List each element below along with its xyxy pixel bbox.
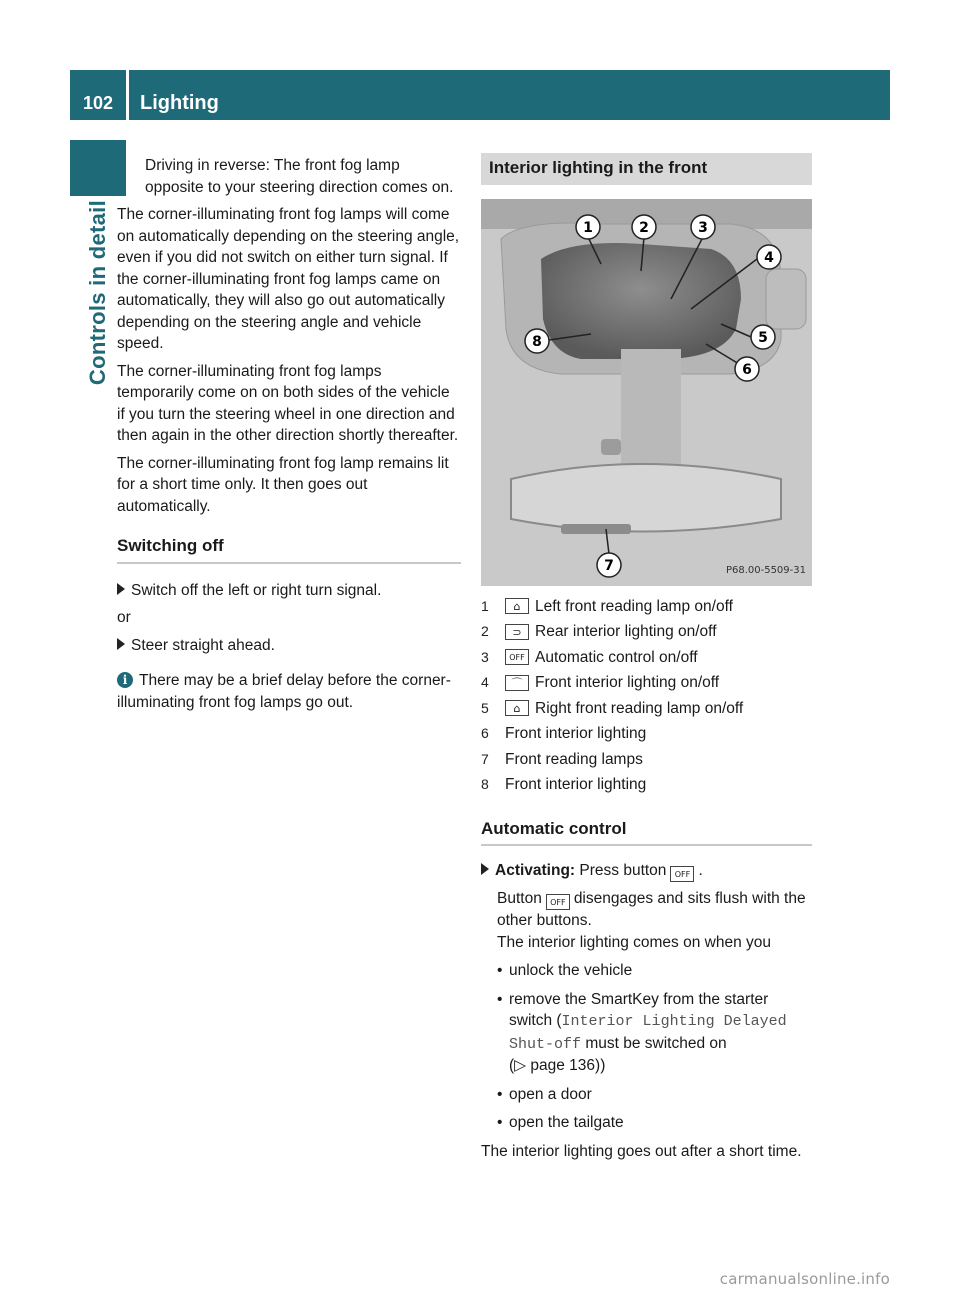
overhead-control-panel-figure — [481, 199, 812, 586]
condition-item: • open a door — [497, 1084, 812, 1106]
callout-4 — [757, 245, 781, 269]
info-text: There may be a brief delay before the corner-illuminating front fog lamps go out. — [117, 672, 451, 711]
legend-item — [481, 619, 812, 645]
legend-text: Left front reading lamp on/off — [535, 597, 733, 615]
step-2-text: Steer straight ahead. — [131, 636, 275, 654]
legend-text: Front interior lighting on/off — [535, 674, 720, 691]
step-arrow-icon — [117, 638, 125, 650]
header-divider — [126, 70, 129, 120]
setting-name: Interior Lighting Delayed Shut-off — [509, 1013, 787, 1053]
callout-6 — [735, 357, 759, 381]
svg-text:7: 7 — [604, 557, 614, 574]
button-flush-text — [497, 888, 812, 932]
legend-text: Automatic control on/off — [535, 648, 698, 666]
legend-text: Front interior lighting — [505, 776, 647, 793]
watermark: carmanualsonline.info — [719, 1270, 890, 1288]
front-lighting-icon: ⌒ — [505, 675, 529, 691]
condition-item: • open the tailgate — [497, 1112, 812, 1134]
callout-7 — [597, 553, 621, 577]
step-arrow-icon — [481, 863, 489, 875]
callout-3 — [691, 215, 715, 239]
page-number: 102 — [82, 93, 114, 113]
svg-text:2: 2 — [639, 219, 649, 236]
legend-item — [481, 772, 812, 798]
legend-text: Front interior lighting — [505, 725, 647, 742]
step-steer — [117, 635, 461, 657]
paragraph-1: The corner-illuminating front fog lamps will come on automatically depending on the steering angle, even if you did not switch on either turn signal. If the corner-illuminating front fog lamps came on automatically, they will also go out automatically depending on the steering angle and vehicle speed. — [117, 206, 460, 352]
condition-smartkey: remove the SmartKey from the starter switch ( — [509, 990, 769, 1029]
comes-on-conditions — [497, 960, 812, 1134]
condition-item — [497, 989, 812, 1077]
svg-text:5: 5 — [758, 329, 768, 346]
legend-number: 7 — [481, 750, 489, 767]
svg-text:3: 3 — [698, 219, 708, 236]
callout-2 — [632, 215, 656, 239]
callout-8 — [525, 329, 549, 353]
step-1-text: Switch off the left or right turn signal. — [131, 581, 382, 599]
left-column — [117, 155, 461, 713]
legend-text: Front reading lamps — [505, 750, 643, 768]
info-icon: i — [117, 672, 133, 688]
overhead-panel-illustration — [481, 199, 812, 586]
automatic-control-heading: Automatic control — [481, 818, 812, 847]
activating-label: Activating: — [495, 862, 576, 879]
reading-lamp-icon: ⌂ — [505, 700, 529, 716]
side-tab-marker — [70, 140, 126, 196]
activating-step: Activating: Press button OFF . — [481, 860, 812, 882]
rear-lighting-icon: ⊃ — [505, 624, 529, 640]
interior-lighting-heading: Interior lighting in the front — [481, 153, 812, 185]
figure-code: P68.00-5509-31 — [725, 565, 806, 576]
legend-number: 3 — [481, 648, 489, 665]
legend-text: Right front reading lamp on/off — [535, 699, 744, 717]
activating-details — [481, 888, 812, 1134]
legend-item — [481, 721, 812, 747]
comes-on-text: The interior lighting comes on when you — [497, 933, 771, 951]
side-tab-label: Controls in detail — [85, 200, 110, 386]
button-word: Button — [497, 890, 542, 907]
callout-5 — [751, 325, 775, 349]
automatic-control-icon: OFF — [670, 866, 694, 882]
page-reference: (▷ page 136)) — [509, 1057, 606, 1074]
right-column — [481, 155, 812, 1162]
legend-number: 6 — [481, 725, 489, 741]
info-note — [117, 670, 461, 713]
legend-text: Rear interior lighting on/off — [535, 623, 717, 640]
legend-item — [481, 747, 812, 773]
legend-number: 1 — [481, 597, 489, 614]
legend-item — [481, 594, 812, 620]
callout-1 — [576, 215, 600, 239]
svg-text:4: 4 — [764, 249, 774, 266]
legend-item — [481, 645, 812, 671]
legend-number: 8 — [481, 776, 489, 792]
legend-item — [481, 696, 812, 722]
automatic-control-icon: OFF — [546, 894, 570, 910]
condition-tail: must be switched on — [585, 1034, 727, 1052]
svg-text:8: 8 — [532, 333, 542, 350]
reading-lamp-icon: ⌂ — [505, 598, 529, 614]
svg-text:1: 1 — [583, 219, 593, 236]
svg-text:6: 6 — [742, 361, 752, 378]
step-arrow-icon — [117, 583, 125, 595]
legend-number: 2 — [481, 623, 489, 639]
condition-item: • unlock the vehicle — [497, 960, 812, 982]
paragraph-3: The corner-illuminating front fog lamp remains lit for a short time only. It then goes out automatically. — [117, 454, 449, 515]
legend-number: 4 — [481, 674, 489, 690]
closing-text: The interior lighting goes out after a short time. — [481, 1142, 802, 1160]
paragraph-2: The corner-illuminating front fog lamps temporarily come on on both sides of the vehicle if you turn the steering wheel in one direction and then again in the other direction shortly thereafter. — [117, 362, 459, 444]
legend-item — [481, 670, 812, 696]
legend-number: 5 — [481, 699, 489, 716]
section-title: Lighting — [140, 92, 219, 114]
legend-list — [481, 594, 812, 798]
step-turn-signal — [117, 580, 461, 602]
or-text: or — [117, 609, 131, 626]
activating-text: Press button — [579, 862, 667, 879]
intro-indent: Driving in reverse: The front fog lamp opposite to your steering direction comes on. — [145, 157, 454, 196]
automatic-control-icon: OFF — [505, 649, 529, 665]
switching-off-heading: Switching off — [117, 535, 461, 564]
button-flush-tail: disengages and sits flush with the other buttons. — [497, 890, 806, 929]
